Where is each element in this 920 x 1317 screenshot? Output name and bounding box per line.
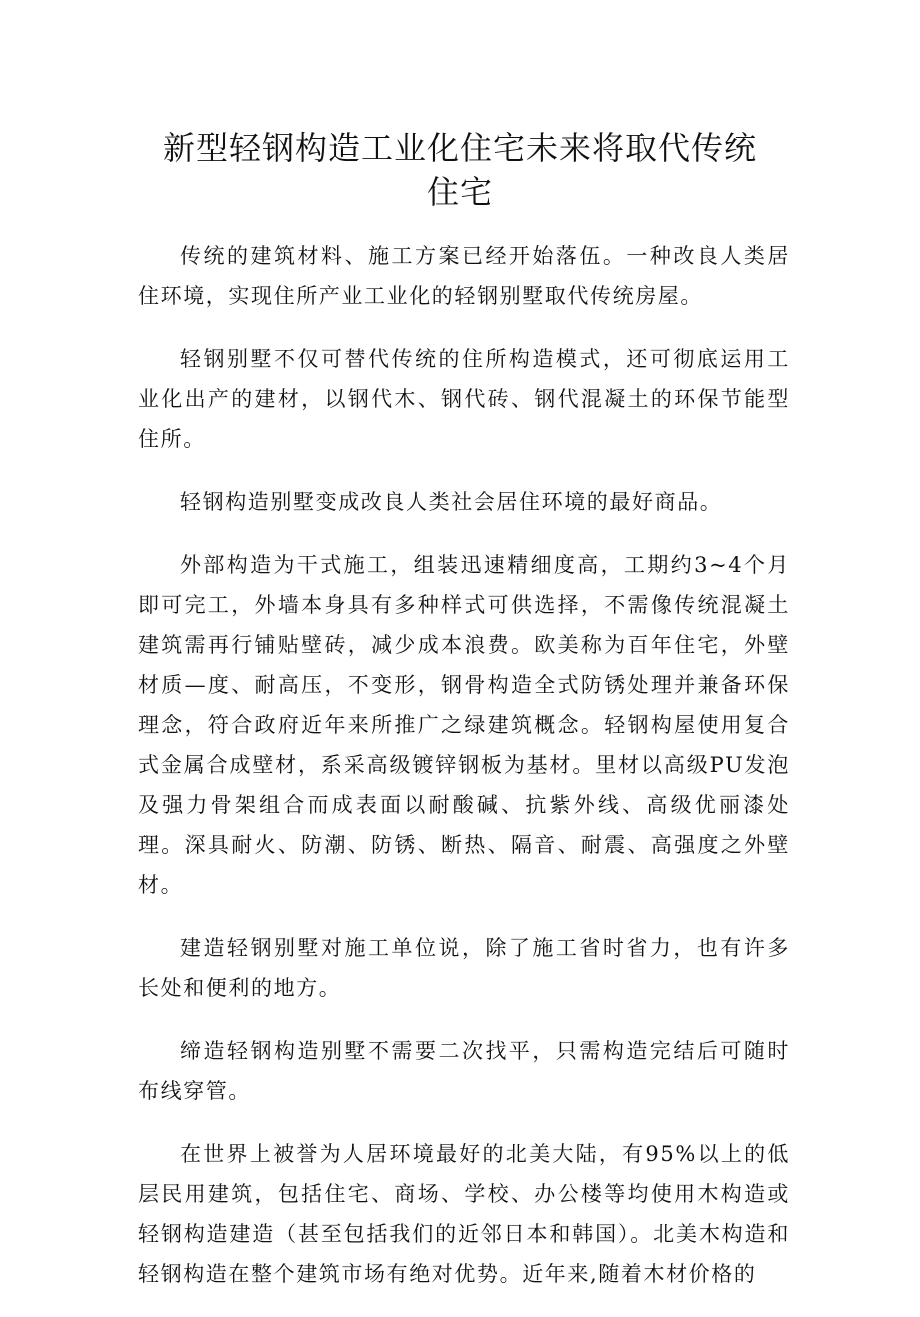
paragraph: 建造轻钢别墅对施工单位说，除了施工省时省力，也有许多长处和便利的地方。 — [138, 936, 790, 1000]
document-body — [138, 236, 790, 1317]
paragraph: 轻钢构造别墅变成改良人类社会居住环境的最好商品。 — [180, 490, 723, 514]
paragraph: 缔造轻钢构造别墅不需要二次找平，只需构造完结后可随时布线穿管。 — [138, 1039, 790, 1103]
title-line-2: 住宅 — [426, 173, 493, 211]
paragraph: 传统的建筑材料、施工方案已经开始落伍。一种改良人类居住环境，实现住所产业工业化的轻钢别墅取代传统房屋。 — [138, 244, 790, 308]
document-title — [130, 126, 790, 214]
paragraph: 在世界上被誉为人居环境最好的北美大陆，有95%以上的低层民用建筑，包括住宅、商场、学校、办公楼等均使用木构造或轻钢构造建造（甚至包括我们的近邻日本和韩国）。北美木构造和轻钢构造在整个建筑市场有绝对优势。近年来,随着木材价格的 — [138, 1142, 790, 1286]
title-line-1: 新型轻钢构造工业化住宅未来将取代传统 — [162, 129, 757, 167]
paragraph: 外部构造为干式施工，组装迅速精细度高，工期约3~4个月即可完工，外墙本身具有多种样式可供选择，不需像传统混凝土建筑需再行铺贴壁砖，减少成本浪费。欧美称为百年住宅，外壁材质—度、耐高压，不变形，钢骨构造全式防锈处理并兼备环保理念，符合政府近年来所推广之绿建筑概念。轻钢构屋使用复合式金属合成壁材，系采高级镀锌钢板为基材。里材以高级PU发泡及强力骨架组合而成表面以耐酸碱、抗紫外线、高级优丽漆处理。深具耐火、防潮、防锈、断热、隔音、耐震、高强度之外壁材。 — [138, 553, 790, 897]
paragraph: 轻钢别墅不仅可替代传统的住所构造模式，还可彻底运用工业化出产的建材，以钢代木、钢代砖、钢代混凝土的环保节能型住所。 — [138, 347, 790, 451]
